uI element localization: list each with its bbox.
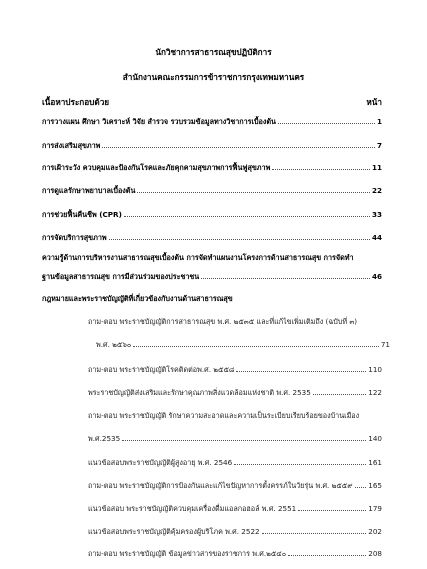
toc-entry-page: 11 bbox=[371, 163, 382, 172]
section-heading-laws[interactable]: กฎหมายและพระราชบัญญัติที่เกี่ยวข้องกับงานด้านสาธารณสุข bbox=[42, 294, 233, 303]
document-title: นักวิชาการสาธารณสุขปฏิบัติการ bbox=[155, 47, 272, 57]
contents-header bbox=[42, 96, 382, 109]
law-entry-title: แนวข้อสอบ พระราชบัญญัติควบคุมเครื่องดื่มแอลกอฮอล์ พ.ศ. 2551 bbox=[88, 504, 297, 513]
law-entry[interactable] bbox=[88, 457, 382, 468]
law-entry-page: 110 bbox=[368, 365, 382, 374]
toc-entry-title: การดูแลรักษาพยาบาลเบื้องต้น bbox=[42, 186, 136, 195]
leader-dots bbox=[355, 487, 367, 488]
law-entry-page: 122 bbox=[368, 388, 382, 397]
leader-dots bbox=[298, 510, 366, 511]
toc-entry-page: 33 bbox=[371, 210, 382, 219]
toc-entry-page: 1 bbox=[376, 117, 382, 126]
law-entry-title: พ.ศ. ๒๕๖๐ bbox=[96, 340, 132, 349]
leader-dots bbox=[124, 216, 370, 217]
toc-entry-title: ฐานข้อมูลสาธารณสุข การมีส่วนร่วมของประชาชน bbox=[42, 272, 200, 281]
law-entry-page: 140 bbox=[368, 434, 382, 443]
law-entry-line1[interactable]: ถาม-ตอบ พระราชบัญญัติการสาธารณสุข พ.ศ. ๒๕๓๕ และที่แก้ไขเพิ่มเติมถึง (ฉบับที่ ๓) bbox=[88, 317, 358, 326]
leader-dots bbox=[272, 169, 370, 170]
leader-dots bbox=[102, 147, 375, 148]
toc-entry[interactable] bbox=[42, 116, 382, 127]
law-entry-page: 71 bbox=[380, 340, 390, 349]
leader-dots bbox=[109, 239, 370, 240]
leader-dots bbox=[288, 555, 366, 556]
leader-dots bbox=[137, 192, 370, 193]
document-subtitle: สำนักงานคณะกรรมการข้าราชการกรุงเทพมหานคร bbox=[122, 72, 305, 82]
leader-dots bbox=[133, 346, 379, 347]
toc-entry-line1[interactable]: ความรู้ด้านการบริหารงานสาธารณสุขเบื้องต้น การจัดทำแผนงานโครงการด้านสาธารณสุข การจัดทำ bbox=[42, 253, 354, 262]
toc-entry-page: 22 bbox=[371, 186, 382, 195]
law-entry[interactable] bbox=[88, 503, 382, 514]
toc-entry[interactable] bbox=[42, 162, 382, 173]
law-entry-title: แนวข้อสอบพระราชบัญญัติคุ้มครองผู้บริโภค พ.ศ. 2522 bbox=[88, 527, 260, 536]
leader-dots bbox=[122, 440, 366, 441]
toc-entry[interactable] bbox=[42, 209, 382, 220]
law-entry[interactable] bbox=[88, 526, 382, 537]
law-entry-page: 179 bbox=[368, 504, 382, 513]
law-entry-title: พระราชบัญญัติส่งเสริมและรักษาคุณภาพสิ่งแวดล้อมแห่งชาติ พ.ศ. 2535 bbox=[88, 388, 311, 397]
law-entry[interactable] bbox=[88, 364, 382, 375]
toc-entry-page: 44 bbox=[371, 233, 382, 242]
leader-dots bbox=[236, 371, 366, 372]
toc-entry[interactable] bbox=[42, 140, 382, 151]
leader-dots bbox=[278, 123, 375, 124]
toc-entry-title: การจัดบริการสุขภาพ bbox=[42, 233, 107, 242]
law-entry-title: ถาม-ตอบ พระราชบัญญัติโรคติดต่อพ.ศ. ๒๕๕๘ bbox=[88, 365, 235, 374]
toc-entry-title: การส่งเสริมสุขภาพ bbox=[42, 141, 101, 150]
toc-entry-title: การวางแผน ศึกษา วิเคราะห์ วิจัย สำรวจ รวบรวมข้อมูลทางวิชาการเบื้องต้น bbox=[42, 117, 276, 126]
law-entry[interactable] bbox=[88, 387, 382, 398]
toc-entry-title: การเฝ้าระวัง ควบคุมและป้องกันโรคและภัยคุกคามสุขภาพการฟื้นฟูสุขภาพ bbox=[42, 163, 271, 172]
page-column-label: หน้า bbox=[366, 97, 382, 107]
law-entry[interactable] bbox=[88, 433, 382, 444]
law-entry-title: แนวข้อสอบพระราชบัญญัติผู้สูงอายุ พ.ศ. 2546 bbox=[88, 458, 233, 467]
law-entry[interactable] bbox=[88, 480, 382, 491]
toc-entry[interactable] bbox=[42, 232, 382, 243]
law-entry-title: พ.ศ.2535 bbox=[88, 434, 121, 443]
toc-entry[interactable] bbox=[42, 271, 382, 282]
leader-dots bbox=[234, 464, 366, 465]
toc-entry[interactable] bbox=[42, 185, 382, 196]
leader-dots bbox=[313, 394, 366, 395]
law-entry-page: 161 bbox=[368, 458, 382, 467]
toc-entry-page: 46 bbox=[371, 272, 382, 281]
law-entry-page: 165 bbox=[368, 481, 382, 490]
law-entry[interactable] bbox=[88, 548, 382, 559]
leader-dots bbox=[262, 533, 367, 534]
law-entry-page: 202 bbox=[368, 527, 382, 536]
toc-entry-title: การช่วยฟื้นคืนชีพ (CPR) bbox=[42, 210, 122, 219]
law-entry-title: ถาม-ตอบ พระราชบัญญัติ ข้อมูลข่าวสารของราชการ พ.ศ.๒๕๔๐ bbox=[88, 549, 287, 558]
law-entry-page: 208 bbox=[368, 549, 382, 558]
toc-entry-page: 7 bbox=[376, 141, 382, 150]
law-entry-line1[interactable]: ถาม-ตอบ พระราชบัญญัติ รักษาความสะอาดและความเป็นระเบียบเรียบร้อยของบ้านเมือง bbox=[88, 411, 360, 420]
law-entry-title: ถาม-ตอบ พระราชบัญญัติการป้องกันและแก้ไขปัญหาการตั้งครรภ์ในวัยรุ่น พ.ศ. ๒๕๕๙ bbox=[88, 481, 353, 490]
contents-label: เนื้อหาประกอบด้วย bbox=[42, 97, 110, 107]
leader-dots bbox=[201, 278, 370, 279]
law-entry[interactable] bbox=[88, 339, 390, 350]
